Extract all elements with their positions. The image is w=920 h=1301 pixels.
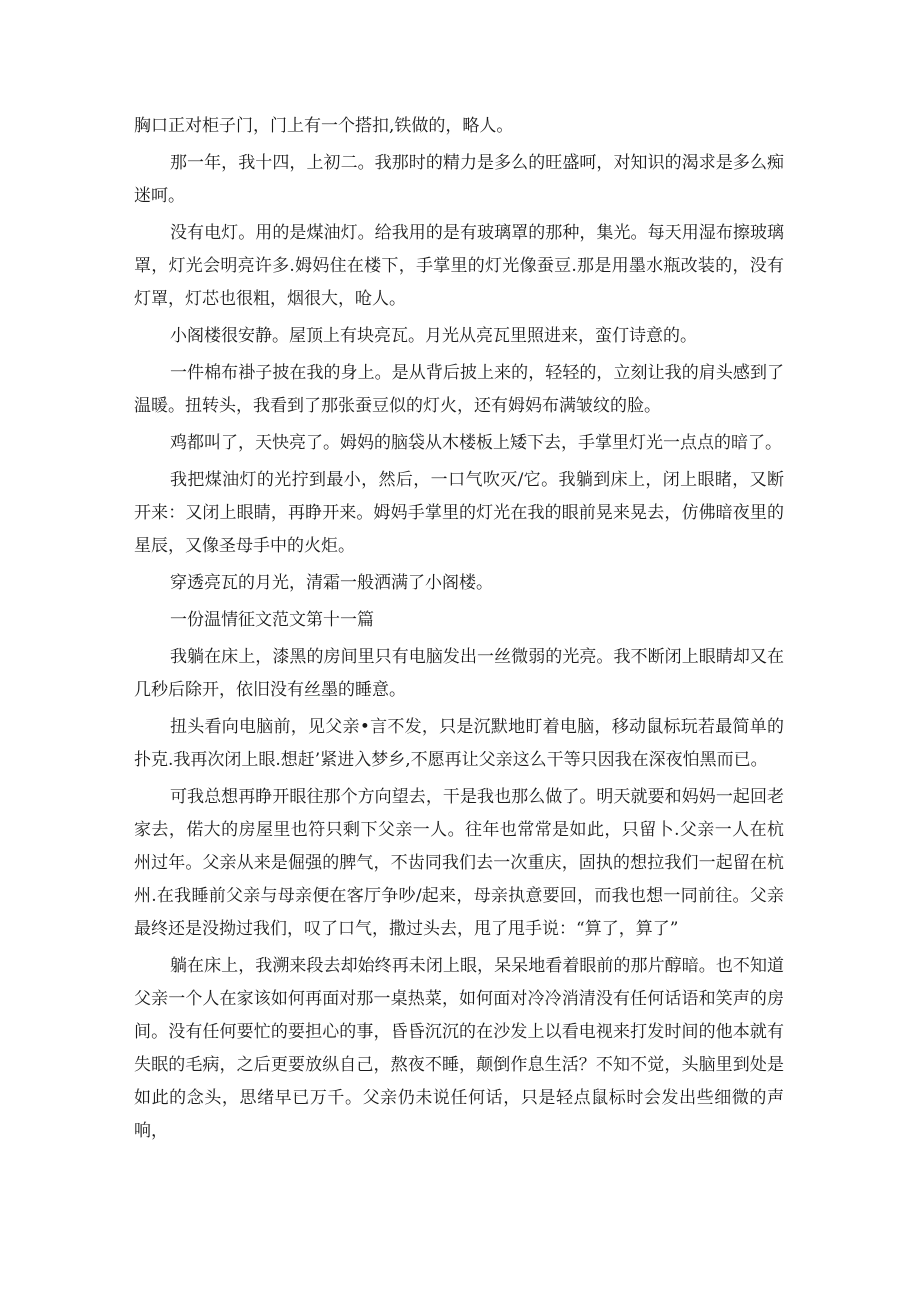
- paragraph-4: 小阁楼很安静。屋顶上有块亮瓦。月光从亮瓦里照进来，蛮仃诗意的。: [170, 326, 697, 346]
- paragraph-10: 我躺在床上，漆黑的房间里只有电脑发出一丝微弱的光亮。我不断闭上眼睛却又在几秒后除开，依旧没有丝墨的睡意。: [134, 647, 784, 700]
- paragraph-1: 胸口正对柜子门，门上有一个搭扣,铁做的，略人。: [134, 116, 514, 136]
- paragraph-8: 穿透亮瓦的月光，清霜一般洒满了小阁楼。: [170, 573, 493, 593]
- paragraph-7: 我把煤油灯的光拧到最小，然后，一口气吹灭/它。我躺到床上，闭上眼睹，又断开来：又闭上眼睛，再睁开来。姆妈手掌里的灯光在我的眼前晃来晃去，仿佛暗夜里的星辰，又像圣母手中的火炬。: [134, 470, 784, 556]
- paragraph-3: 没有电灯。用的是煤油灯。给我用的是有玻璃罩的那种，集光。每天用湿布擦玻璃罩，灯光会明亮许多.姆妈住在楼下，手掌里的灯光像蚕豆.那是用墨水瓶改装的，没有灯罩，灯芯也很粗，烟很大，呛人。: [134, 223, 784, 309]
- paragraph-2: 那一年，我十四，上初二。我那时的精力是多么的旺盛呵，对知识的渴求是多么痴迷呵。: [134, 153, 784, 206]
- paragraph-5: 一件棉布褂子披在我的身上。是从背后披上来的，轻轻的，立刻让我的肩头感到了温暖。扭转头，我看到了那张蚕豆似的灯火，还有姆妈布满皱纹的脸。: [134, 363, 784, 416]
- paragraph-6: 鸡都叫了，天快亮了。姆妈的脑袋从木楼板上矮下去，手掌里灯光一点点的暗了。: [170, 433, 782, 453]
- document-body: [134, 110, 784, 1152]
- section-heading: 一份温情征文范文第十一篇: [170, 610, 374, 630]
- paragraph-11: 扭头看向电脑前，见父亲•言不发，只是沉默地盯着电脑，移动鼠标玩若最简单的扑克.我再次闭上眼.想赶’紧进入梦乡,不愿再让父亲这么干等只因我在深夜怕黑而已。: [134, 717, 784, 770]
- paragraph-12: 可我总想再睁开眼往那个方向望去，干是我也那么做了。明天就要和妈妈一起回老家去，偌大的房屋里也符只剩下父亲一人。往年也常常是如此，只留卜.父亲一人在杭州过年。父亲从来是倔强的脾气，不齿同我们去一次重庆，固执的想拉我们一起留在杭州.在我睡前父亲与母亲便在客厅争吵/起来，母亲执意要回，而我也想一同前往。父亲最终还是没拗过我们，叹了口气，撒过头去，甩了甩手说：“算了，算了”: [134, 787, 784, 939]
- paragraph-13: 躺在床上，我溯来段去却始终再未闭上眼，呆呆地看着眼前的那片醇暗。也不知道父亲一个人在家该如何再面对那一桌热菜，如何面对冷冷消清没有任何话语和笑声的房间。没有任何要忙的要担心的事，昏昏沉沉的在沙发上以看电视来打发时间的他本就有失眠的毛病，之后更要放纵自己，熬夜不睡，颠倒作息生活？不知不觉，头脑里到处是如此的念头，思绪早已万千。父亲仍未说任何话，只是轻点鼠标时会发出些细微的声响，: [134, 956, 784, 1141]
